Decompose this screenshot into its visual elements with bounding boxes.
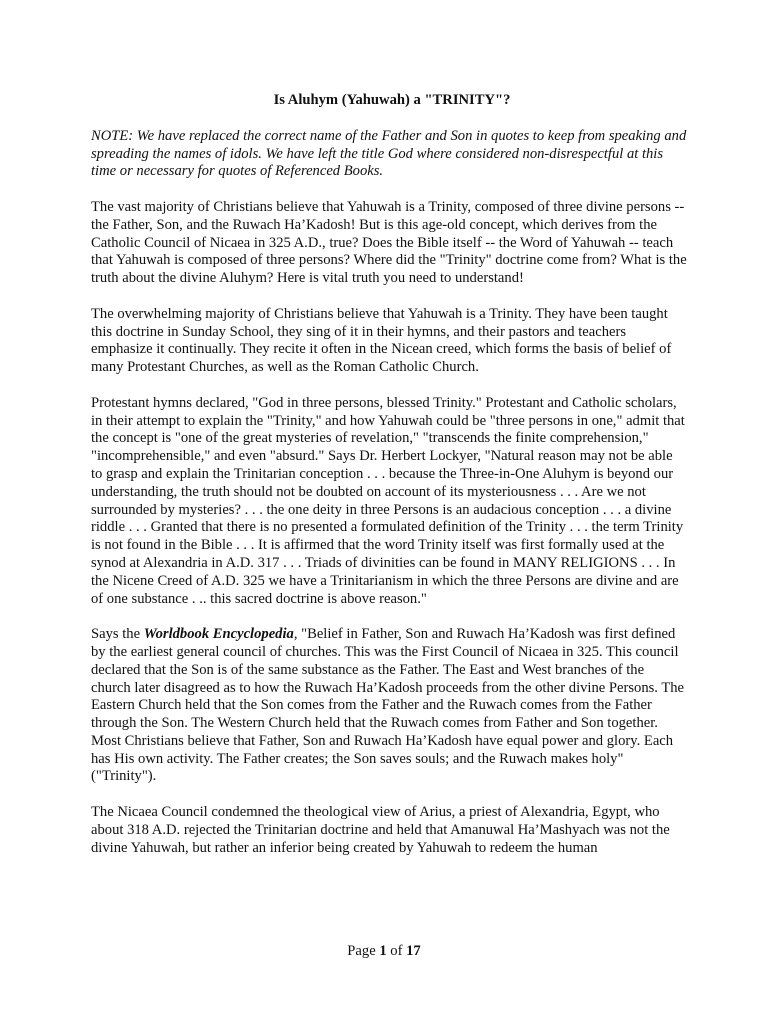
paragraph-4-prefix: Says the [91, 626, 144, 643]
page-label: Page [347, 943, 380, 959]
body-paragraph-2: The overwhelming majority of Christians believe that Yahuwah is a Trinity. They have been taught this doctrine in Sunday School, they sing of it in their hymns, and their pastors and teachers emphasize it continually. They recite it often in the Nicean creed, which forms the basis of belief of many Protestant Churches, as well as the Roman Catholic Church. [91, 305, 672, 376]
body-paragraph-1: The vast majority of Christians believe that Yahuwah is a Trinity, composed of three divine persons -- the Father, Son, and the Ruwach Ha’Kadosh! But is this age-old concept, which derives from the Catholic Council of Nicaea in 325 A.D., true? Does the Bible itself -- the Word of Yahuwah -- teach that Yahuwah is composed of three persons? Where did the "Trinity" doctrine come from? What is the truth about the divine Aluhym? Here is vital truth you need to understand! [91, 198, 687, 287]
total-pages: 17 [406, 943, 421, 959]
of-label: of [386, 943, 407, 959]
page-number: 1 [379, 943, 387, 959]
body-paragraph-5: The Nicaea Council condemned the theological view of Arius, a priest of Alexandria, Egypt, who about 318 A.D. rejected the Trinitarian doctrine and held that Amanuwal Ha’Mashyach was not the divine Yahuwah, but rather an inferior being created by Yahuwah to redeem the human [91, 804, 670, 856]
body-paragraph-4 [91, 626, 687, 786]
body-paragraph-3: Protestant hymns declared, "God in three persons, blessed Trinity." Protestant and Catholic scholars, in their attempt to explain the "Trinity," and how Yahuwah could be "three persons in one," admit that the concept is "one of the great mysteries of revelation," "transcends the finite comprehension," "incomprehensible," and even "absurd." Says Dr. Herbert Lockyer, "Natural reason may not be able to grasp and explain the Trinitarian conception . . . because the Three-in-One Aluhym is beyond our understanding, the truth should not be doubted on account of its mysteriousness . . . Are we not surrounded by mysteries? . . . the one deity in three Persons is an audacious conception . . . a divine riddle . . . Granted that there is no presented a formulated definition of the Trinity . . . the term Trinity is not found in the Bible . . . It is affirmed that the word Trinity itself was first formally used at the synod at Alexandria in A.D. 317 . . . Triads of divinities can be found in MANY RELIGIONS . . . In the Nicene Creed of A.D. 325 we have a Trinitarianism in which the three Persons are divine and are of one substance . .. this sacred doctrine is above reason." [91, 394, 685, 607]
paragraph-4-text: , "Belief in Father, Son and Ruwach Ha’Kadosh was first defined by the earliest general council of churches. This was the First Council of Nicaea in 325. This council declared that the Son is of the same substance as the Father. The East and West branches of the church later disagreed as to how the Ruwach Ha’Kadosh proceeds from the other divine Persons. The Eastern Church held that the Son comes from the Father and the Ruwach comes from the Father through the Son. The Western Church held that the Ruwach comes from Father and Son together. Most Christians believe that Father, Son and Ruwach Ha’Kadosh have equal power and glory. Each has His own activity. The Father creates; the Son saves souls; and the Ruwach makes holy" ("Trinity"). [91, 626, 685, 785]
document-title: Is Aluhym (Yahuwah) a "TRINITY"? [273, 92, 511, 108]
document-page [91, 92, 687, 875]
note-paragraph: NOTE: We have replaced the correct name of the Father and Son in quotes to keep from speaking and spreading the names of idols. We have left the title God where considered non-disrespectful at this time or necessary for quotes of Referenced Books. [91, 127, 687, 180]
page-footer [0, 943, 768, 960]
worldbook-encyclopedia-citation: Worldbook Encyclopedia [143, 626, 294, 643]
